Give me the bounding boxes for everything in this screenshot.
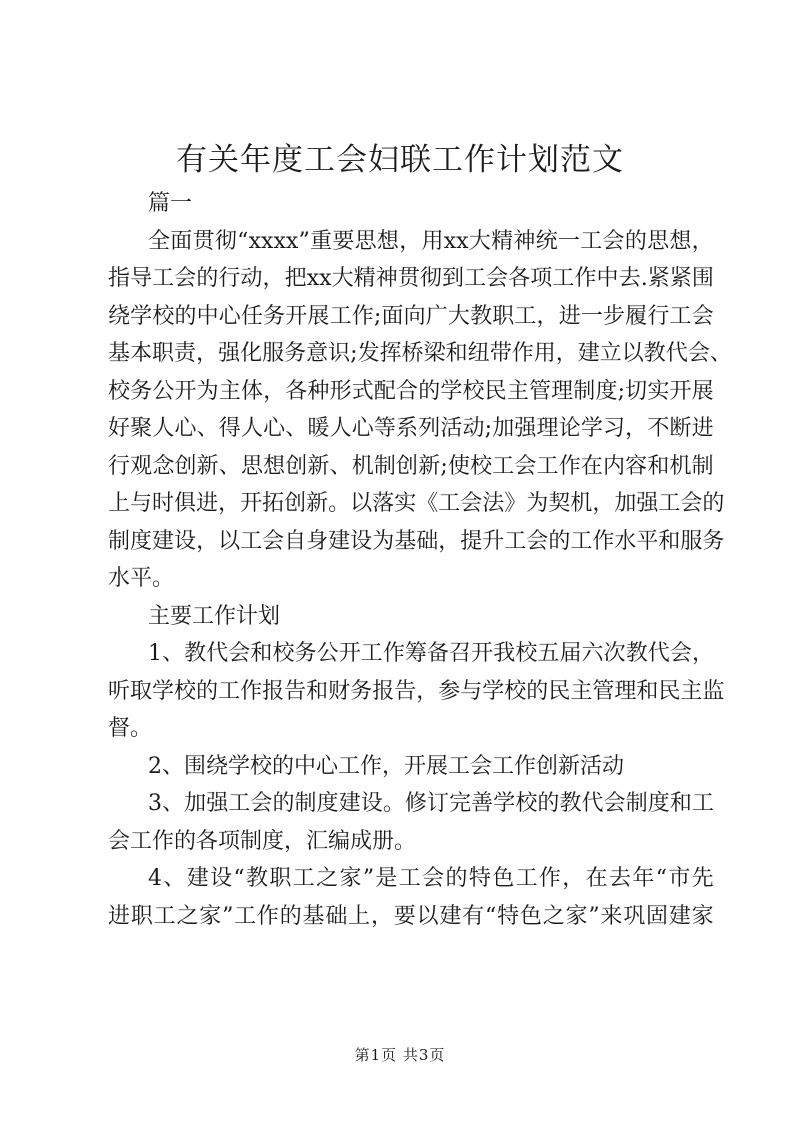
text-line: 基 本 职 责 ， 强 化 服 务 意 识 ; 发 挥 桥 梁 和 纽 带 作 用 ， 建 立 以 教 代 会 、 <box>108 341 732 366</box>
text-line: 1 、 教 代 会 和 校 务 公 开 工 作 筹 备 召 开 我 校 五 届 六 次 教 代 会 ， <box>148 641 714 666</box>
document-title: 有关年度工会妇联工作计划范文 <box>176 142 624 178</box>
text-line: 水平。 <box>108 566 175 591</box>
text-line: 行 观 念 创 新 、 思 想 创 新 、 机 制 创 新 ; 使 校 工 会 工 作 在 内 容 和 机 制 <box>108 453 714 479</box>
text-line: 上 与 时 俱 进 ， 开 拓 创 新 。 以 落 实 《 工 会 法 》 为 契 机 ， 加 强 工 会 的 <box>108 491 725 516</box>
text-line: 校 务 公 开 为 主 体 ， 各 种 形 式 配 合 的 学 校 民 主 管 理 制 度 ; 切 实 开 展 <box>108 378 714 404</box>
page-footer: 第1页 共3页 <box>354 1046 446 1064</box>
text-line: 主要工作计划 <box>148 603 281 629</box>
text-line: 2、围绕学校的中心工作，开展工会工作创新活动 <box>148 753 624 779</box>
text-line: 全 面 贯 彻 “ xxxx ” 重 要 思 想 ， 用 xx 大 精 神 统 一 工 会 的 思 想 ， <box>148 228 714 254</box>
text-line: 指 导 工 会 的 行 动 ， 把 xx 大 精 神 贯 彻 到 工 会 各 项 工 作 中 去 . 紧 紧 围 <box>108 266 714 291</box>
text-line: 会工作的各项制度，汇编成册。 <box>108 828 417 854</box>
text-line: 好 聚 人 心 、 得 人 心 、 暖 人 心 等 系 列 活 动 ; 加 强 理 论 学 习 ， 不 断 进 <box>108 416 714 441</box>
text-line: 督。 <box>108 716 153 741</box>
text-line: 绕 学 校 的 中 心 任 务 开 展 工 作 ; 面 向 广 大 教 职 工 ， 进 一 步 履 行 工 会 <box>108 303 714 329</box>
text-line: 进 职 工 之 家 ” 工 作 的 基 础 上 ， 要 以 建 有 “ 特 色 之 家 ” 来 巩 固 建 家 <box>108 903 714 929</box>
text-line: 篇一 <box>148 191 193 216</box>
text-line: 3 、 加 强 工 会 的 制 度 建 设 。 修 订 完 善 学 校 的 教 代 会 制 度 和 工 <box>148 791 714 816</box>
text-line: 制 度 建 设 ， 以 工 会 自 身 建 设 为 基 础 ， 提 升 工 会 的 工 作 水 平 和 服 务 <box>108 528 725 554</box>
document-body <box>108 185 732 935</box>
text-line: 4 、 建 设 “ 教 职 工 之 家 ” 是 工 会 的 特 色 工 作 ， 在 去 年 “ 市 先 <box>148 866 714 891</box>
text-line: 听 取 学 校 的 工 作 报 告 和 财 务 报 告 ， 参 与 学 校 的 民 主 管 理 和 民 主 监 <box>108 678 725 704</box>
